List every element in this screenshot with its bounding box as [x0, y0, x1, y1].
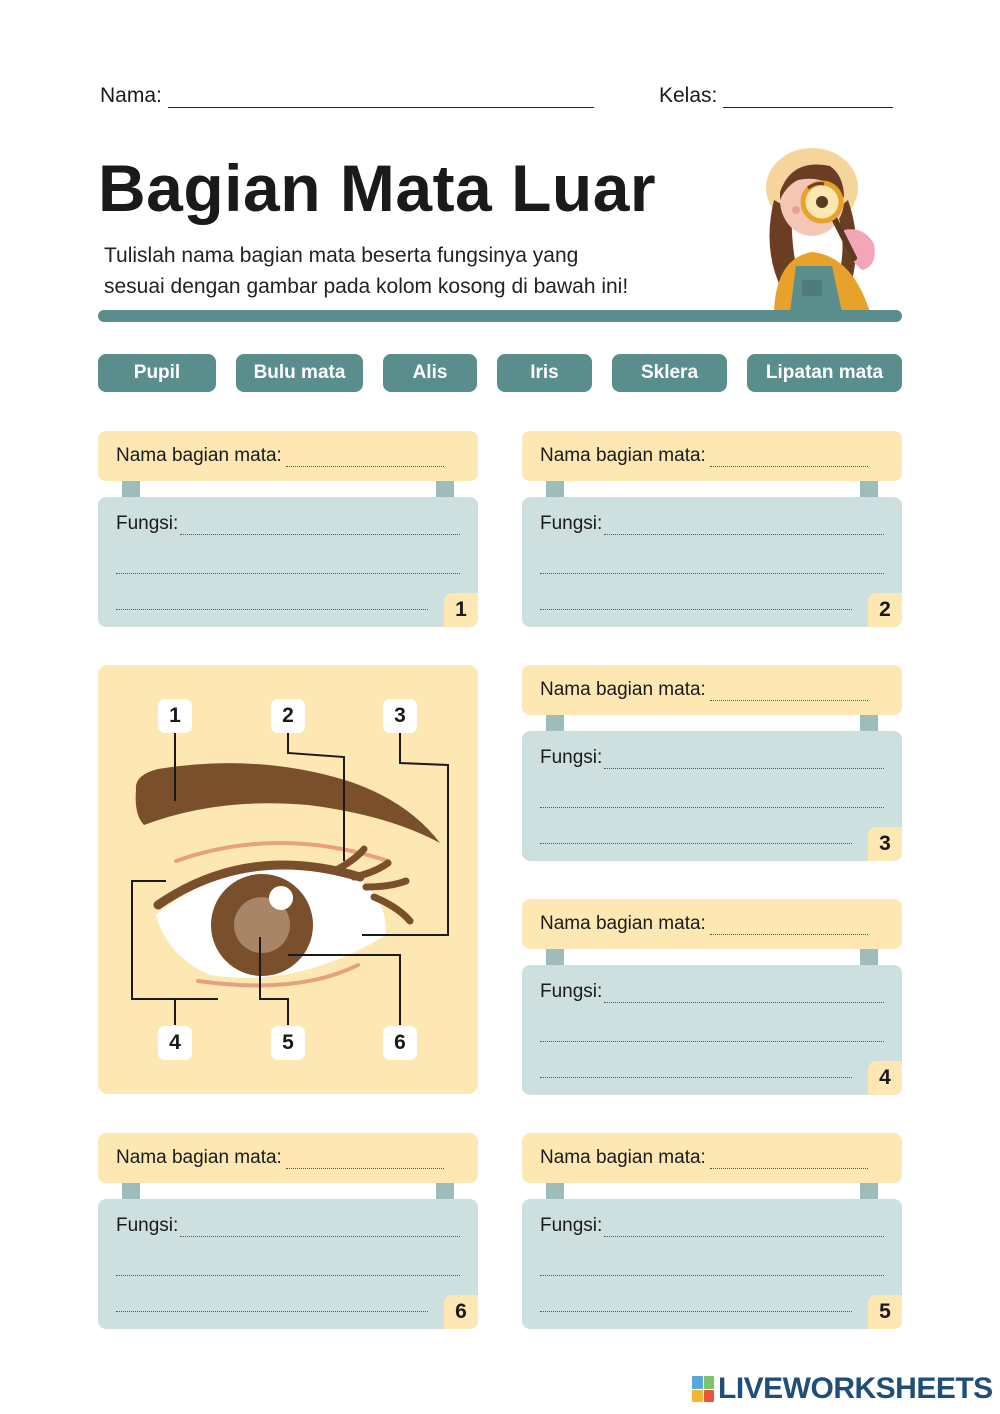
part-name-input[interactable]: [286, 453, 444, 467]
part-name-input[interactable]: [710, 453, 868, 467]
function-input-line[interactable]: [116, 609, 428, 610]
diagram-label-1: 1: [158, 699, 192, 733]
word-chip-iris[interactable]: Iris: [497, 354, 592, 392]
liveworksheets-logo: [692, 1372, 993, 1406]
card-number: 6: [444, 1295, 478, 1329]
class-label: Kelas:: [659, 84, 718, 107]
class-input-line[interactable]: [723, 82, 893, 108]
answer-card-6: [98, 1133, 478, 1329]
answer-card-5: [522, 1133, 902, 1329]
part-name-label: Nama bagian mata:: [540, 913, 706, 934]
function-label: Fungsi:: [116, 1215, 179, 1236]
function-input-line[interactable]: [116, 1311, 428, 1312]
function-input-line[interactable]: [540, 1041, 884, 1042]
function-input-line[interactable]: [540, 1311, 852, 1312]
girl-magnifier-illustration: [752, 140, 902, 312]
function-box: [98, 1199, 478, 1329]
part-name-input[interactable]: [710, 687, 868, 701]
part-name-input[interactable]: [710, 921, 868, 935]
diagram-label-3: 3: [383, 699, 417, 733]
function-label: Fungsi:: [540, 513, 603, 534]
card-number: 1: [444, 593, 478, 627]
function-label: Fungsi:: [540, 747, 603, 768]
word-chip-sklera[interactable]: Sklera: [612, 354, 727, 392]
part-name-box: [522, 1133, 902, 1183]
part-name-label: Nama bagian mata:: [540, 679, 706, 700]
part-name-label: Nama bagian mata:: [116, 445, 282, 466]
card-number: 3: [868, 827, 902, 861]
class-field-row: [659, 82, 893, 108]
function-label: Fungsi:: [540, 981, 603, 1002]
part-name-label: Nama bagian mata:: [540, 1147, 706, 1168]
liveworksheets-brand-text: LIVEWORKSHEETS: [718, 1372, 993, 1405]
part-name-box: [522, 665, 902, 715]
function-input-line[interactable]: [604, 1002, 884, 1003]
diagram-label-4: 4: [158, 1026, 192, 1060]
function-input-line[interactable]: [604, 534, 884, 535]
function-input-line[interactable]: [180, 534, 460, 535]
function-input-line[interactable]: [116, 1275, 460, 1276]
function-label: Fungsi:: [540, 1215, 603, 1236]
word-chip-bulu-mata[interactable]: Bulu mata: [236, 354, 363, 392]
instructions-line-2: sesuai dengan gambar pada kolom kosong di bawah ini!: [104, 275, 629, 298]
name-field-row: [100, 82, 594, 108]
word-chip-alis[interactable]: Alis: [383, 354, 477, 392]
function-input-line[interactable]: [604, 1236, 884, 1237]
part-name-input[interactable]: [710, 1155, 868, 1169]
answer-card-3: [522, 665, 902, 861]
function-label: Fungsi:: [116, 513, 179, 534]
header-divider: [98, 310, 902, 322]
function-input-line[interactable]: [116, 573, 460, 574]
page-title: Bagian Mata Luar: [98, 151, 657, 225]
function-input-line[interactable]: [604, 768, 884, 769]
function-input-line[interactable]: [540, 1077, 852, 1078]
diagram-label-6: 6: [383, 1026, 417, 1060]
part-name-box: [98, 1133, 478, 1183]
function-box: [522, 1199, 902, 1329]
function-input-line[interactable]: [540, 807, 884, 808]
function-input-line[interactable]: [540, 609, 852, 610]
part-name-box: [98, 431, 478, 481]
part-name-input[interactable]: [286, 1155, 444, 1169]
part-name-box: [522, 431, 902, 481]
diagram-label-5: 5: [271, 1026, 305, 1060]
answer-card-2: [522, 431, 902, 627]
function-input-line[interactable]: [180, 1236, 460, 1237]
diagram-label-2: 2: [271, 699, 305, 733]
function-input-line[interactable]: [540, 843, 852, 844]
answer-card-1: [98, 431, 478, 627]
card-number: 2: [868, 593, 902, 627]
card-number: 4: [868, 1061, 902, 1095]
word-chip-lipatan-mata[interactable]: Lipatan mata: [747, 354, 902, 392]
instructions: [104, 240, 744, 302]
part-name-box: [522, 899, 902, 949]
answer-card-4: [522, 899, 902, 1095]
function-input-line[interactable]: [540, 573, 884, 574]
liveworksheets-logo-icon: [692, 1376, 714, 1402]
function-box: [522, 965, 902, 1095]
function-input-line[interactable]: [540, 1275, 884, 1276]
name-label: Nama:: [100, 84, 162, 107]
function-box: [522, 731, 902, 861]
function-box: [522, 497, 902, 627]
part-name-label: Nama bagian mata:: [540, 445, 706, 466]
instructions-line-1: Tulislah nama bagian mata beserta fungsinya yang: [104, 244, 579, 267]
card-number: 5: [868, 1295, 902, 1329]
function-box: [98, 497, 478, 627]
part-name-label: Nama bagian mata:: [116, 1147, 282, 1168]
eye-diagram: [98, 665, 478, 1094]
word-chip-pupil[interactable]: Pupil: [98, 354, 216, 392]
name-input-line[interactable]: [168, 82, 594, 108]
